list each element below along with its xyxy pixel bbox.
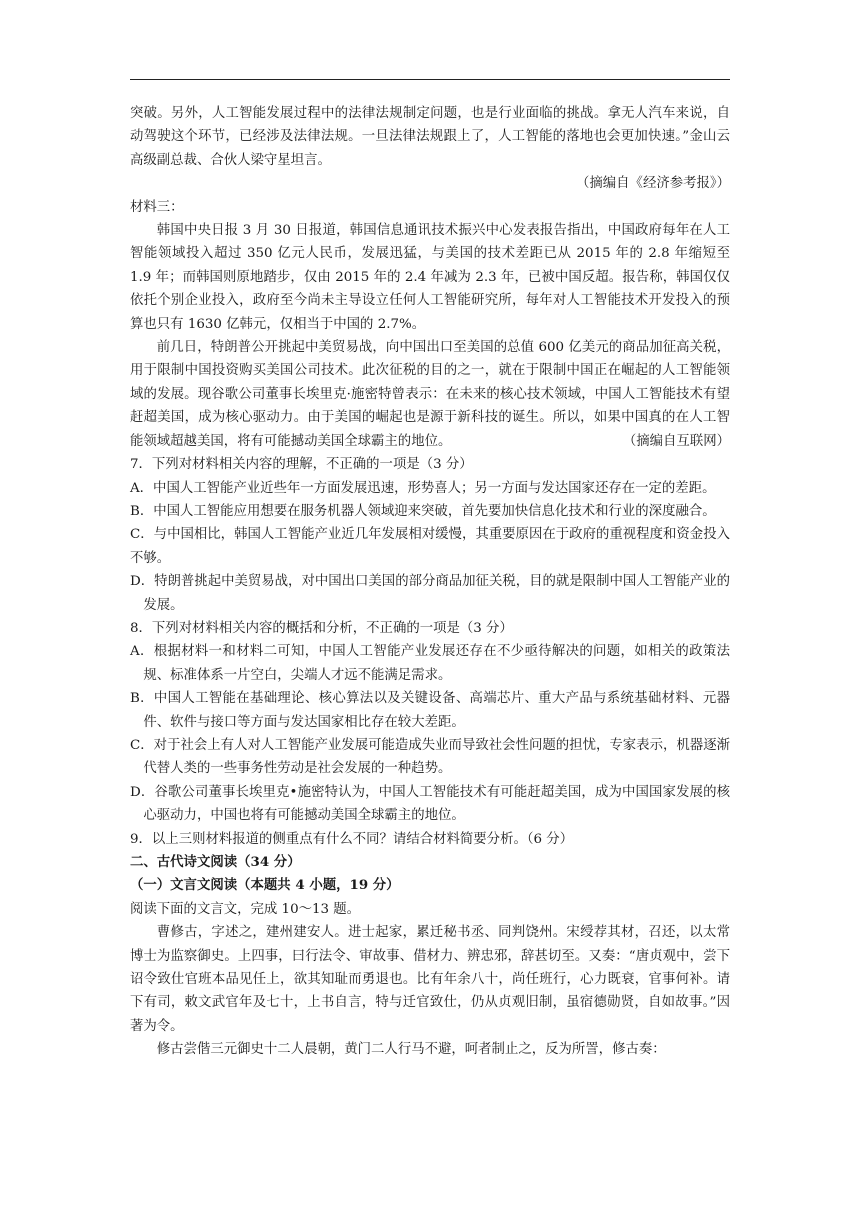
material-label: 材料三： xyxy=(130,199,184,215)
answer-option: A．根据材料一和材料二可知，中国人工智能产业发展还存在不少亟待解决的问题，如相关的政策法规、标准体系一片空白，尖端人才远不能满足需求。 xyxy=(130,644,730,683)
section-title: 二、古代诗文阅读（34 分） xyxy=(130,854,301,870)
material-paragraph: 韩国中央日报 3 月 30 日报道，韩国信息通讯技术振兴中心发表报告指出，中国政府每年在人工智能领域投入超过 350 亿元人民币，发展迅猛，与美国的技术差距已从 2015 年的 2.8 年缩短至 1.9 年；而韩国则原地踏步，仅由 2015 年的 2.4 年减为 2.3 年，已被中国反超。报告称，韩国仅仅依托个别企业投入，政府至今尚未主导设立任何人工智能研究所，每年对人工智能技术开发投入的预算也只有 1630 亿韩元，仅相当于中国的 2.7%。 xyxy=(130,223,730,332)
material-paragraph-text: 前几日，特朗普公开挑起中美贸易战，向中国出口至美国的总值 600 亿美元的商品加征高关税，用于限制中国投资购买美国公司技术。此次征税的目的之一，就在于限制中国正在崛起的人工智能领域的发展。现谷歌公司董事长埃里克·施密特曾表示：在未来的核心技术领域，中国人工智能技术有望赶超美国，成为核心驱动力。由于美国的崛起也是源于新科技的诞生。所以，如果中国真的在人工智能领域超越美国，将有可能撼动美国全球霸主的地位。 xyxy=(130,340,730,449)
page-content xyxy=(130,102,730,1062)
question-stem: 8．下列对材料相关内容的概括和分析，不正确的一项是（3 分） xyxy=(130,620,513,636)
answer-option: D．谷歌公司董事长埃里克•施密特认为，中国人工智能技术有可能赶超美国，成为中国国家发展的核心驱动力，中国也将有可能撼动美国全球霸主的地位。 xyxy=(130,784,730,824)
question-stem: 9．以上三则材料报道的侧重点有什么不同？请结合材料简要分析。（6 分） xyxy=(130,831,574,847)
answer-option: B．中国人工智能应用想要在服务机器人领域迎来突破，首先要加快信息化技术和行业的深度融合。 xyxy=(130,503,716,519)
question-stem: 7．下列对材料相关内容的理解，不正确的一项是（3 分） xyxy=(130,457,473,473)
answer-option: C．对于社会上有人对人工智能产业发展可能造成失业而导致社会性问题的担忧，专家表示，机器逐渐代替人类的一些事务性劳动是社会发展的一种趋势。 xyxy=(130,737,730,777)
material-paragraph xyxy=(130,336,730,453)
top-paragraph: 突破。另外，人工智能发展过程中的法律法规制定问题，也是行业面临的挑战。拿无人汽车来说，自动驾驶这个环节，已经涉及法律法规。一旦法律法规跟上了，人工智能的落地也会更加快速。”金山云高级副总裁、合伙人梁守星坦言。 xyxy=(130,106,730,168)
source-citation: （摘编自《经济参考报》） xyxy=(576,176,730,192)
answer-option: D．特朗普挑起中美贸易战，对中国出口美国的部分商品加征关税，目的就是限制中国人工智能产业的发展。 xyxy=(130,574,730,613)
answer-option: B．中国人工智能在基础理论、核心算法以及关键设备、高端芯片、重大产品与系统基础材料、元器件、软件与接口等方面与发达国家相比存在较大差距。 xyxy=(130,691,730,730)
header-rule xyxy=(130,79,730,80)
answer-option: C．与中国相比，韩国人工智能产业近几年发展相对缓慢，其重要原因在于政府的重视程度和资金投入不够。 xyxy=(130,527,730,566)
source-citation: （摘编自互联网） xyxy=(622,433,730,449)
reading-instruction: 阅读下面的文言文，完成 10～13 题。 xyxy=(130,901,361,917)
classical-paragraph: 曹修古，字述之，建州建安人。进士起家，累迁秘书丞、同判饶州。宋绶荐其材，召还，以太常博士为监察御史。上四事，曰行法令、审故事、借材力、辨忠邪，辞甚切至。又奏：“唐贞观中，尝下诏令致仕官班本品见任上，欲其知耻而勇退也。比有年余八十，尚任班行，心力既衰，官事何补。请下有司，敕文武官年及七十，上书自言，特与迁官致仕，仍从贞观旧制，虽宿德勋贤，自如故事。”因著为令。 xyxy=(130,925,730,1034)
subsection-title: （一）文言文阅读（本题共 4 小题，19 分） xyxy=(130,877,400,894)
answer-option: A．中国人工智能产业近些年一方面发展迅速，形势喜人；另一方面与发达国家还存在一定的差距。 xyxy=(130,480,716,496)
classical-paragraph: 修古尝偕三元御史十二人晨朝，黄门二人行马不避，呵者制止之，反为所詈，修古奏： xyxy=(156,1042,666,1058)
